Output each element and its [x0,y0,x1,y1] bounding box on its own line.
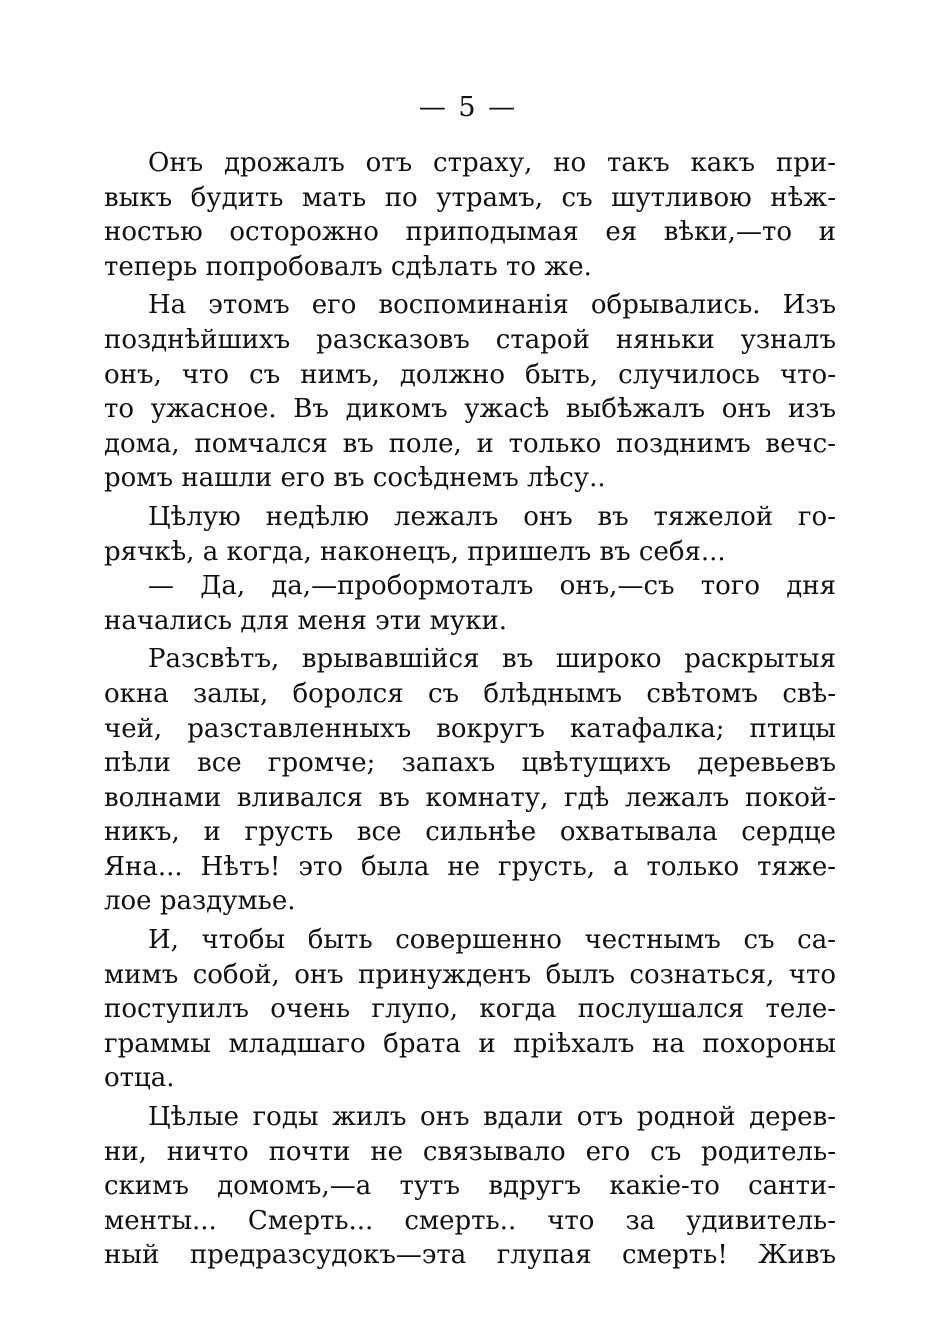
text-line: онъ, что съ нимъ, должно быть, случилось что- [104,359,836,390]
text-line: ностью осторожно приподымая ея вѣки,—то и [104,217,836,248]
text-line: мимъ собой, онъ принужденъ былъ сознаться, что [104,959,836,990]
text-line: лое раздумье. [104,886,296,917]
text-line: пѣли все громче; запахъ цвѣтущихъ деревьевъ [104,748,836,779]
text-line: никъ, и грусть все сильнѣе охватывала сердце [104,817,836,848]
paragraph-7 [104,1100,836,1273]
text-line: чей, разставленныхъ вокругъ катафалка; птицы [104,713,836,744]
text-line: скимъ домомъ,—а тутъ вдругъ какіе-то санти- [104,1171,836,1202]
paragraph-3 [104,500,836,569]
text-line: Цѣлую недѣлю лежалъ онъ въ тяжелой го- [148,501,836,532]
text-line: волнами вливался въ комнату, гдѣ лежалъ покой- [104,782,836,813]
text-line: ни, ничто почти не связывало его съ родитель- [104,1136,836,1167]
text-line: теперь попробовалъ сдѣлать то же. [104,251,592,282]
body-text [104,146,836,1273]
text-line: рячкѣ, а когда, наконецъ, пришелъ въ себя... [104,536,726,567]
paragraph-4 [104,569,836,638]
text-line: И, чтобы быть совершенно честнымъ съ са- [148,925,836,956]
text-line: Яна... Нѣтъ! это была не грусть, а только тяже- [104,851,836,882]
text-line: дома, помчался въ поле, и только позднимъ вечс- [104,428,836,459]
text-line: Цѣлые годы жилъ онъ вдали отъ родной дерев- [148,1102,836,1133]
text-line: граммы младшаго брата и пріѣхалъ на похороны [104,1028,836,1059]
text-line: Разсвѣтъ, врывавшійся въ широко раскрытыя [148,644,836,675]
text-line: выкъ будить мать по утрамъ, съ шутливою нѣж- [104,182,836,213]
text-line: отца. [104,1063,175,1094]
text-line: позднѣйшихъ разсказовъ старой няньки узналъ [104,324,836,355]
text-line: ромъ нашли его въ сосѣднемъ лѣсу.. [104,463,606,494]
text-line: начались для меня эти муки. [104,605,508,636]
paragraph-5 [104,642,836,919]
text-line: поступилъ очень глупо, когда послушался теле- [104,994,836,1025]
text-line: менты... Смерть... смерть.. что за удивитель- [104,1205,836,1236]
text-line: На этомъ его воспоминанія обрывались. Изъ [148,290,836,321]
text-line: — Да, да,—пробормоталъ онъ,—съ того дня [148,571,836,602]
text-line: окна залы, боролся съ блѣднымъ свѣтомъ свѣ- [104,678,836,709]
text-line: то ужасное. Въ дикомъ ужасѣ выбѣжалъ онъ изъ [104,394,836,425]
paragraph-2 [104,288,836,496]
text-line: Онъ дрожалъ отъ страху, но такъ какъ при- [148,148,836,178]
paragraph-1 [104,146,836,284]
text-line: ный предразсудокъ—эта глупая смерть! Живъ [104,1240,836,1271]
paragraph-6 [104,923,836,1096]
page-number: — 5 — [418,92,518,123]
